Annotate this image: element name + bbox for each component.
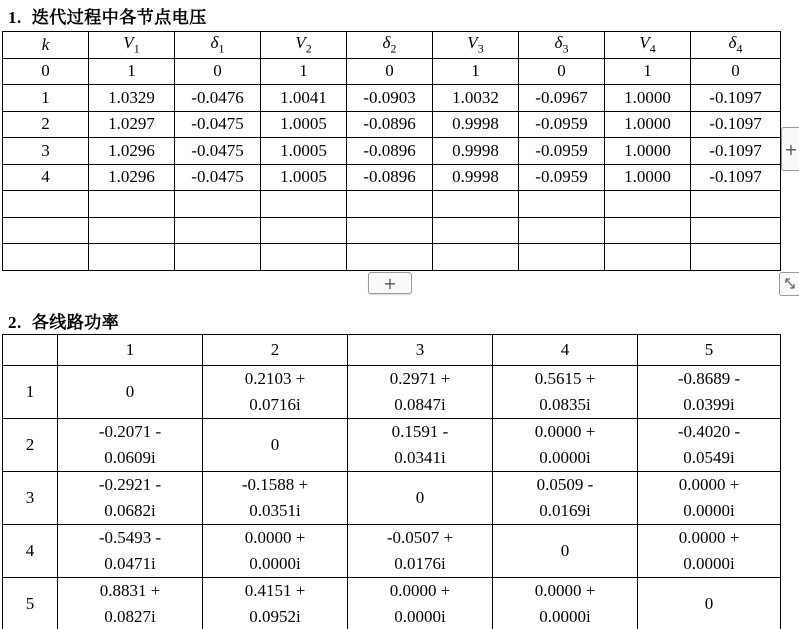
table-cell[interactable] xyxy=(605,244,691,271)
column-header xyxy=(261,32,347,59)
table-cell[interactable]: -0.0959 xyxy=(519,164,605,191)
column-header xyxy=(691,32,781,59)
cell-line: 0.2971 + xyxy=(389,369,451,388)
header-symbol: V xyxy=(123,33,134,53)
column-header xyxy=(3,335,58,366)
table-cell[interactable]: 1.0000 xyxy=(605,138,691,165)
cell-line: 0.0399i xyxy=(683,395,735,414)
table-cell[interactable]: 0 xyxy=(175,58,261,85)
table-cell[interactable] xyxy=(89,244,175,271)
table-header-row xyxy=(3,335,781,366)
table-cell[interactable] xyxy=(638,419,781,472)
column-header: 3 xyxy=(348,335,493,366)
table-cell[interactable]: 1.0329 xyxy=(89,85,175,112)
table-cell[interactable]: -0.1097 xyxy=(691,164,781,191)
cell-line: 0 xyxy=(415,488,425,507)
table-row xyxy=(3,366,781,419)
table-cell[interactable]: 1.0005 xyxy=(261,164,347,191)
cell-line: 0.0169i xyxy=(539,501,591,520)
table-cell[interactable] xyxy=(347,244,433,271)
table-cell[interactable] xyxy=(58,419,203,472)
table-cell[interactable]: 2 xyxy=(3,111,89,138)
table-row xyxy=(3,472,781,525)
table-cell[interactable] xyxy=(58,525,203,578)
table-cell[interactable]: -0.0959 xyxy=(519,111,605,138)
column-header xyxy=(347,32,433,59)
cell-line: -0.8689 - xyxy=(677,369,741,388)
table-cell[interactable] xyxy=(493,578,638,629)
header-symbol: δ xyxy=(210,33,219,53)
column-header xyxy=(605,32,691,59)
plus-icon: + xyxy=(784,139,798,159)
table-cell[interactable] xyxy=(89,217,175,244)
add-column-button[interactable] xyxy=(781,127,799,171)
section-1-heading xyxy=(8,3,207,28)
table-cell[interactable] xyxy=(3,244,89,271)
table-cell[interactable] xyxy=(203,525,348,578)
table-cell[interactable] xyxy=(691,217,781,244)
section-1-title: 迭代过程中各节点电压 xyxy=(31,8,207,27)
table-cell[interactable] xyxy=(348,578,493,629)
header-subscript: 2 xyxy=(305,41,312,56)
table-cell[interactable]: 1.0032 xyxy=(433,85,519,112)
cell-line: 0.0351i xyxy=(249,501,301,520)
header-symbol: δ xyxy=(382,33,391,53)
column-header: 5 xyxy=(638,335,781,366)
cell-line: 0.5615 + xyxy=(534,369,596,388)
column-header xyxy=(519,32,605,59)
column-header xyxy=(433,32,519,59)
cell-line: 0.0000i xyxy=(683,554,735,573)
header-subscript: 2 xyxy=(390,41,397,56)
table-cell[interactable]: -0.0896 xyxy=(347,164,433,191)
header-subscript: 1 xyxy=(133,41,140,56)
cell-line: 0.0000i xyxy=(683,501,735,520)
cell-line: 0.0000 + xyxy=(389,581,451,600)
header-symbol: δ xyxy=(554,33,563,53)
table-row xyxy=(3,419,781,472)
table-cell[interactable] xyxy=(175,217,261,244)
table-cell[interactable]: 0 xyxy=(347,58,433,85)
cell-line: -0.2921 - xyxy=(98,475,162,494)
resize-icon xyxy=(780,273,799,295)
table-row xyxy=(3,244,781,271)
row-label: 5 xyxy=(3,578,58,629)
table-row xyxy=(3,111,781,138)
plus-icon: + xyxy=(383,273,397,293)
table-cell[interactable]: 1.0005 xyxy=(261,111,347,138)
table-cell[interactable]: 0.9998 xyxy=(433,111,519,138)
table-cell[interactable]: 1.0296 xyxy=(89,138,175,165)
resize-handle[interactable] xyxy=(779,272,799,296)
table-cell[interactable] xyxy=(58,366,203,419)
cell-line: 0.0341i xyxy=(394,448,446,467)
cell-line: 0 xyxy=(270,435,280,454)
table-cell[interactable]: 1.0000 xyxy=(605,111,691,138)
header-subscript: 4 xyxy=(649,41,656,56)
header-symbol: V xyxy=(295,33,306,53)
table-cell[interactable] xyxy=(691,191,781,218)
cell-line: 0.0000 + xyxy=(534,581,596,600)
table-cell[interactable]: 1 xyxy=(605,58,691,85)
table-cell[interactable]: 1 xyxy=(89,58,175,85)
table-row xyxy=(3,138,781,165)
table-row xyxy=(3,164,781,191)
cell-line: 0.8831 + xyxy=(99,581,161,600)
table-row xyxy=(3,525,781,578)
header-symbol: V xyxy=(467,33,478,53)
cell-line: 0.1591 - xyxy=(391,422,449,441)
table-cell[interactable] xyxy=(203,578,348,629)
table-cell[interactable]: 1.0296 xyxy=(89,164,175,191)
table-cell[interactable] xyxy=(89,191,175,218)
cell-line: 0.0000i xyxy=(539,607,591,626)
table-cell[interactable] xyxy=(175,191,261,218)
line-power-table xyxy=(2,334,781,629)
table-cell[interactable] xyxy=(493,419,638,472)
table-row xyxy=(3,217,781,244)
table-cell[interactable]: 0 xyxy=(691,58,781,85)
table-cell[interactable] xyxy=(3,191,89,218)
table-cell[interactable] xyxy=(638,525,781,578)
cell-line: 0.0000 + xyxy=(244,528,306,547)
table-cell[interactable] xyxy=(348,525,493,578)
table-cell[interactable] xyxy=(348,472,493,525)
table-cell[interactable] xyxy=(638,472,781,525)
table-cell[interactable]: -0.0896 xyxy=(347,111,433,138)
table-row xyxy=(3,191,781,218)
cell-line: 0.0609i xyxy=(104,448,156,467)
cell-line: 0.0716i xyxy=(249,395,301,414)
table-cell[interactable] xyxy=(433,217,519,244)
table-cell[interactable]: 0.9998 xyxy=(433,138,519,165)
cell-line: 0.0509 - xyxy=(536,475,594,494)
table-cell[interactable]: -0.0475 xyxy=(175,138,261,165)
header-symbol: k xyxy=(41,34,50,54)
section-2-number: 2. xyxy=(8,313,22,332)
header-subscript: 3 xyxy=(477,41,484,56)
cell-line: -0.0507 + xyxy=(386,528,454,547)
table-cell[interactable] xyxy=(605,191,691,218)
cell-line: 0.0827i xyxy=(104,607,156,626)
table-cell[interactable] xyxy=(605,217,691,244)
table-cell[interactable] xyxy=(348,419,493,472)
table-cell[interactable] xyxy=(638,366,781,419)
table-cell[interactable]: 0 xyxy=(3,58,89,85)
table-cell[interactable] xyxy=(638,578,781,629)
table-cell[interactable]: 1.0005 xyxy=(261,138,347,165)
header-subscript: 4 xyxy=(736,41,743,56)
table-cell[interactable] xyxy=(347,191,433,218)
header-subscript: 1 xyxy=(218,41,225,56)
column-header: 2 xyxy=(203,335,348,366)
table-cell[interactable]: 0 xyxy=(519,58,605,85)
cell-line: -0.4020 - xyxy=(677,422,741,441)
table-cell[interactable] xyxy=(493,366,638,419)
add-row-button[interactable] xyxy=(368,272,412,294)
cell-line: 0.0176i xyxy=(394,554,446,573)
cell-line: 0.0682i xyxy=(104,501,156,520)
cell-line: -0.1588 + xyxy=(241,475,309,494)
table-cell[interactable]: 1.0000 xyxy=(605,85,691,112)
cell-line: 0.0000i xyxy=(249,554,301,573)
header-subscript: 3 xyxy=(562,41,569,56)
table-cell[interactable]: -0.0475 xyxy=(175,164,261,191)
cell-line: -0.2071 - xyxy=(98,422,162,441)
table-cell[interactable] xyxy=(433,244,519,271)
voltage-iteration-table xyxy=(2,31,781,271)
table-cell[interactable]: -0.1097 xyxy=(691,85,781,112)
table-cell[interactable] xyxy=(175,244,261,271)
cell-line: 0.0000 + xyxy=(534,422,596,441)
column-header xyxy=(3,32,89,59)
table-cell[interactable]: -0.1097 xyxy=(691,111,781,138)
cell-line: 0 xyxy=(125,382,135,401)
table-cell[interactable] xyxy=(519,217,605,244)
table-row xyxy=(3,58,781,85)
cell-line: 0.0000 + xyxy=(678,528,740,547)
header-symbol: V xyxy=(639,33,650,53)
table-cell[interactable] xyxy=(3,217,89,244)
table-cell[interactable] xyxy=(58,472,203,525)
table-cell[interactable]: 1.0041 xyxy=(261,85,347,112)
cell-line: 0.2103 + xyxy=(244,369,306,388)
table-cell[interactable]: -0.0967 xyxy=(519,85,605,112)
column-header xyxy=(89,32,175,59)
row-label: 1 xyxy=(3,366,58,419)
table-cell[interactable] xyxy=(433,191,519,218)
cell-line: 0.0847i xyxy=(394,395,446,414)
column-header: 1 xyxy=(58,335,203,366)
header-symbol: δ xyxy=(728,33,737,53)
table-cell[interactable] xyxy=(493,525,638,578)
table-cell[interactable] xyxy=(261,244,347,271)
cell-line: 0.4151 + xyxy=(244,581,306,600)
table-cell[interactable] xyxy=(519,191,605,218)
table-cell[interactable]: -0.0476 xyxy=(175,85,261,112)
table-cell[interactable] xyxy=(261,217,347,244)
cell-line: 0 xyxy=(560,541,570,560)
column-header: 4 xyxy=(493,335,638,366)
table-header-row xyxy=(3,32,781,59)
table-cell[interactable]: 4 xyxy=(3,164,89,191)
row-label: 4 xyxy=(3,525,58,578)
cell-line: 0.0835i xyxy=(539,395,591,414)
table-cell[interactable] xyxy=(493,472,638,525)
cell-line: 0.0952i xyxy=(249,607,301,626)
table-cell[interactable] xyxy=(347,217,433,244)
table-cell[interactable]: 3 xyxy=(3,138,89,165)
table-cell[interactable]: 1 xyxy=(261,58,347,85)
row-label: 2 xyxy=(3,419,58,472)
row-label: 3 xyxy=(3,472,58,525)
table-cell[interactable] xyxy=(203,472,348,525)
table-cell[interactable]: -0.1097 xyxy=(691,138,781,165)
table-cell[interactable]: 1.0000 xyxy=(605,164,691,191)
section-2-heading xyxy=(8,308,119,333)
section-1-number: 1. xyxy=(8,8,22,27)
table-cell[interactable] xyxy=(203,419,348,472)
table-row xyxy=(3,578,781,629)
cell-line: 0.0000i xyxy=(394,607,446,626)
table-row xyxy=(3,85,781,112)
cell-line: 0.0000i xyxy=(539,448,591,467)
table-cell[interactable]: 1 xyxy=(433,58,519,85)
cell-line: -0.5493 - xyxy=(98,528,162,547)
table-cell[interactable] xyxy=(261,191,347,218)
table-cell[interactable]: -0.0903 xyxy=(347,85,433,112)
table-cell[interactable] xyxy=(348,366,493,419)
cell-line: 0.0549i xyxy=(683,448,735,467)
column-header xyxy=(175,32,261,59)
table-cell[interactable]: -0.0959 xyxy=(519,138,605,165)
table-cell[interactable]: 1.0297 xyxy=(89,111,175,138)
table-cell[interactable]: 1 xyxy=(3,85,89,112)
table-cell[interactable] xyxy=(519,244,605,271)
section-2-title: 各线路功率 xyxy=(31,313,120,332)
table-cell[interactable] xyxy=(58,578,203,629)
table-cell[interactable] xyxy=(203,366,348,419)
table-cell[interactable] xyxy=(691,244,781,271)
table-cell[interactable]: -0.0896 xyxy=(347,138,433,165)
cell-line: 0.0000 + xyxy=(678,475,740,494)
table-cell[interactable]: 0.9998 xyxy=(433,164,519,191)
table-cell[interactable]: -0.0475 xyxy=(175,111,261,138)
cell-line: 0.0471i xyxy=(104,554,156,573)
cell-line: 0 xyxy=(704,594,714,613)
